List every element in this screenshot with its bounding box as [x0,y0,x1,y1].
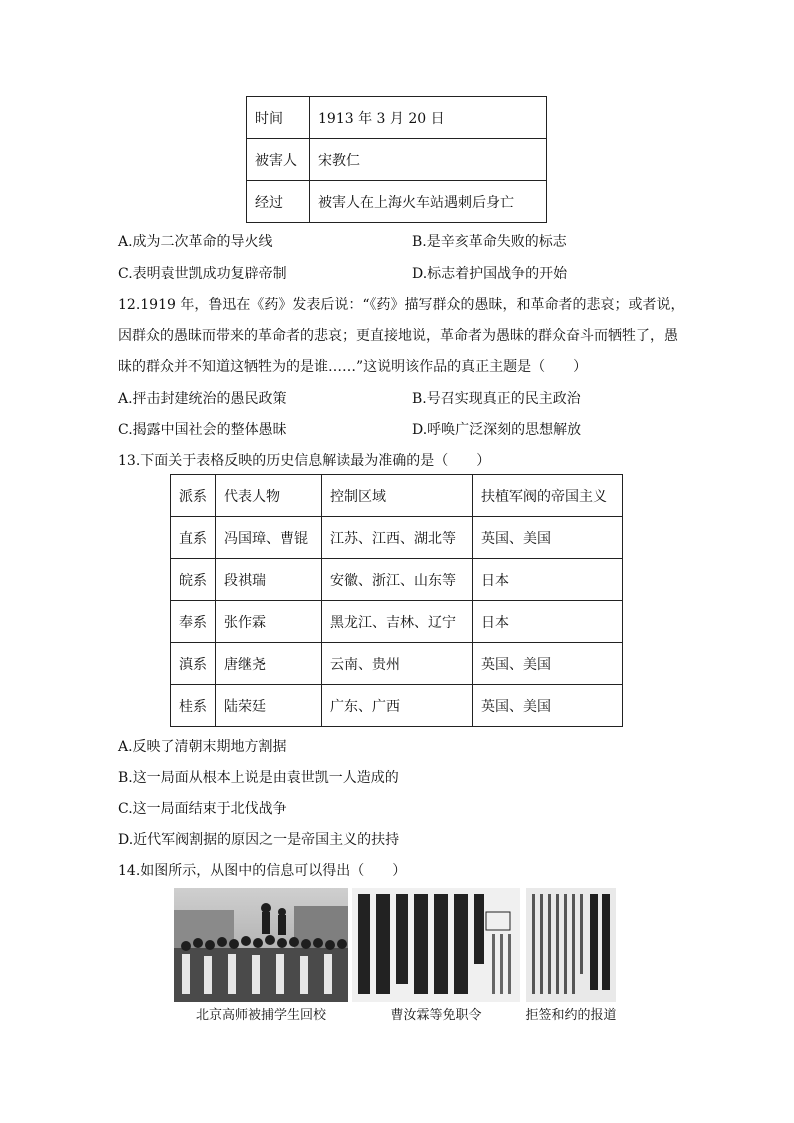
table-cell: 英国、美国 [473,517,623,559]
q11-option-a: A.成为二次革命的导火线 [118,234,273,250]
dismissal-order-clipping [352,888,520,1002]
cell-value: 被害人在上海火车站遇刺后身亡 [310,181,547,223]
table-cell: 英国、美国 [473,643,623,685]
caption-students: 北京高师被捕学生回校 [195,1008,326,1023]
table-cell: 张作霖 [216,601,322,643]
table-cell: 陆荣廷 [216,685,322,727]
cell-value: 1913 年 3 月 20 日 [310,97,547,139]
report-image [526,888,616,1002]
q13-option-b: B.这一局面从根本上说是由袁世凯一人造成的 [118,770,399,786]
q12-stem-line2: 因群众的愚昧而带来的革命者的悲哀；更直接地说，革命者为愚昧的群众奋斗而牺牲了，愚 [118,328,678,344]
table-cell: 日本 [473,559,623,601]
warlord-table [170,474,623,727]
caption-treaty: 拒签和约的报道 [525,1008,617,1023]
crowd-image [174,888,348,1002]
table-cell: 唐继尧 [216,643,322,685]
students-return-photo [174,888,348,1002]
table-cell: 奉系 [171,601,216,643]
table-cell: 江苏、江西、湖北等 [322,517,473,559]
q12-option-a: A.抨击封建统治的愚民政策 [118,391,287,407]
table-cell: 冯国璋、曹锟 [216,517,322,559]
table-cell: 黑龙江、吉林、辽宁 [322,601,473,643]
table-cell: 直系 [171,517,216,559]
q12-stem-line1: 12.1919 年，鲁迅在《药》发表后说：“《药》描写群众的愚昧，和革命者的悲哀；或者说， [118,297,685,313]
q13-option-a: A.反映了清朝末期地方割据 [118,739,287,755]
header-cell: 控制区域 [322,475,473,517]
q11-option-c: C.表明袁世凯成功复辟帝制 [118,266,287,282]
q13-option-d: D.近代军阀割据的原因之一是帝国主义的扶持 [118,832,400,848]
cell-label: 时间 [247,97,310,139]
table-cell: 段祺瑞 [216,559,322,601]
header-cell: 派系 [171,475,216,517]
cell-value: 宋教仁 [310,139,547,181]
q11-option-b: B.是辛亥革命失败的标志 [412,234,567,250]
q12-option-b: B.号召实现真正的民主政治 [412,391,581,407]
q13-option-c: C.这一局面结束于北伐战争 [118,801,287,817]
table-cell: 云南、贵州 [322,643,473,685]
table-cell: 桂系 [171,685,216,727]
table-cell: 皖系 [171,559,216,601]
caption-dismissal: 曹汝霖等免职令 [390,1008,482,1023]
table-cell: 日本 [473,601,623,643]
newspaper-image [352,888,520,1002]
header-cell: 扶植军阀的帝国主义 [473,475,623,517]
cell-label: 被害人 [247,139,310,181]
q13-stem: 13.下面关于表格反映的历史信息解读最为准确的是（ ） [118,453,491,469]
table-cell: 安徽、浙江、山东等 [322,559,473,601]
table-cell: 广东、广西 [322,685,473,727]
q12-option-d: D.呼唤广泛深刻的思想解放 [412,422,582,438]
table-cell: 滇系 [171,643,216,685]
incident-table [246,96,547,223]
header-cell: 代表人物 [216,475,322,517]
treaty-report-clipping [526,888,616,1002]
cell-label: 经过 [247,181,310,223]
table-cell: 英国、美国 [473,685,623,727]
q11-option-d: D.标志着护国战争的开始 [412,266,568,282]
q14-stem: 14.如图所示，从图中的信息可以得出（ ） [118,863,407,879]
q12-option-c: C.揭露中国社会的整体愚昧 [118,422,287,438]
q12-stem-line3: 昧的群众并不知道这牺牲为的是谁……”这说明该作品的真正主题是（ ） [118,359,588,375]
